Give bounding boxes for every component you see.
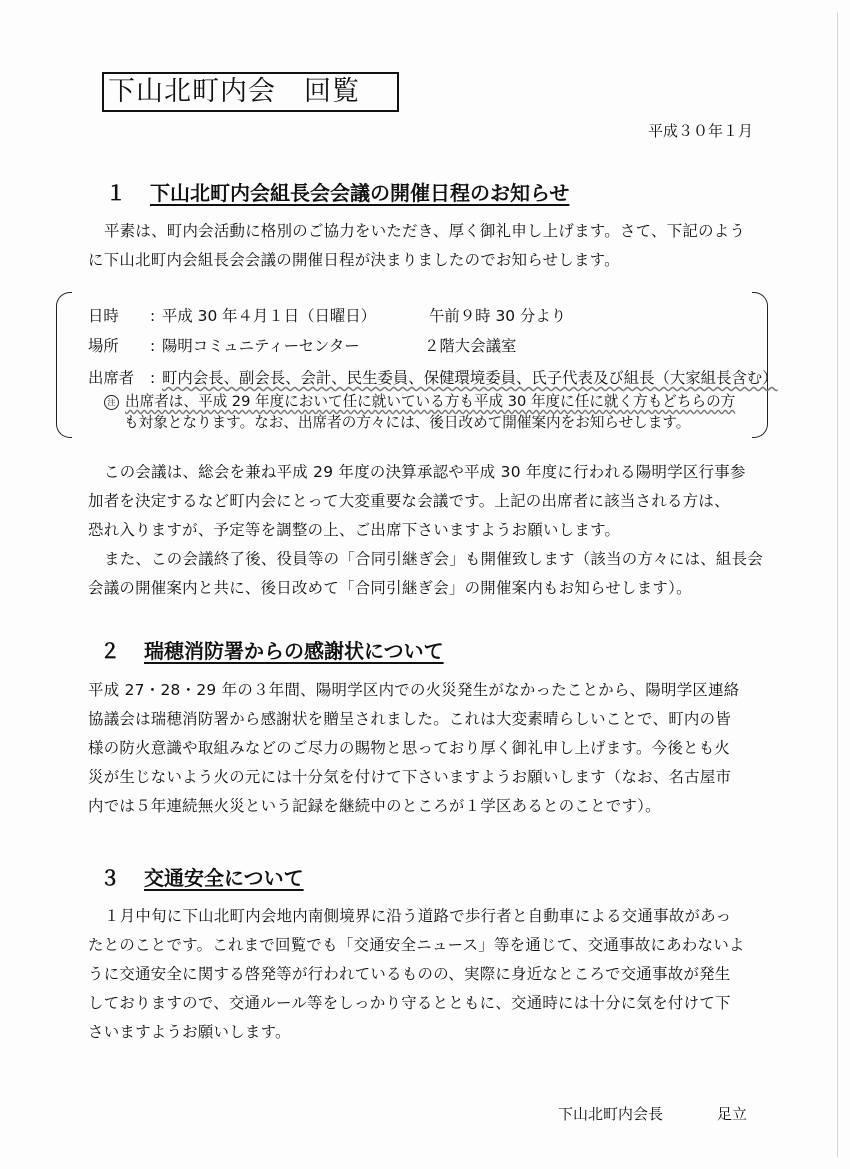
section-2-heading [100, 635, 444, 664]
paragraph-line: 協議会は瑞穂消防署から感謝状を贈呈されました。これは大変素晴らしいことで、町内の皆 [88, 710, 732, 728]
paragraph-line: 様の防火意識や取組みなどのご尽力の賜物と思っており厚く御礼申し上げます。今後とも火 [88, 739, 731, 757]
place-row: 場所 : 陽明コミュニティーセンター [88, 334, 360, 356]
page-edge [837, 12, 838, 1157]
place-label: 場所 [88, 337, 119, 355]
attendees-note-line2: も対象となります。なお、出席者の方々には、後日改めて開催案内をお知らせします。 [124, 414, 691, 431]
section-2-body [88, 676, 748, 821]
section-1-number: １ [106, 181, 126, 205]
paragraph-line: たとのことです。これまで回覧でも「交通安全ニュース」等を通じて、交通事故にあわないよ [88, 936, 745, 954]
attendees-value: 町内会長、副会長、会計、民生委員、保健環境委員、氏子代表及び組長（大家組長含む） [162, 369, 778, 387]
datetime-row: 日時 : 平成 30 年４月１日（日曜日） [88, 304, 376, 326]
paragraph-line: に下山北町内会組長会会議の開催日程が決まりましたのでお知らせします。 [88, 251, 620, 269]
section-2-title: 瑞穂消防署からの感謝状について [144, 639, 444, 663]
circular-title: 下山北町内会 回覧 [102, 72, 399, 112]
datetime-value: 平成 30 年４月１日（日曜日） [162, 307, 377, 325]
paragraph-line: 加者を決定するなど町内会にとって大変重要な会議です。上記の出席者に該当される方は、 [88, 492, 730, 510]
place-room: ２階大会議室 [424, 337, 517, 355]
paragraph-line: また、この会議終了後、役員等の「合同引継ぎ会」も開催致します（該当の方々には、組長会 [104, 550, 764, 568]
right-bracket [752, 292, 768, 438]
meeting-details-box [56, 292, 778, 438]
paragraph-line: 内では５年連続無火災という記録を継続中のところが１学区あるとのことです）。 [88, 797, 661, 815]
section-3-body [88, 902, 748, 1047]
paragraph-line: 会議の開催案内と共に、後日改めて「合同引継ぎ会」の開催案内もお知らせします）。 [88, 579, 692, 597]
section-1-heading [106, 177, 569, 206]
section-1-title: 下山北町内会組長会会議の開催日程のお知らせ [150, 181, 570, 205]
place-value: 陽明コミュニティーセンター [162, 337, 360, 355]
paragraph-line: １月中旬に下山北町内会地内南側境界に沿う道路で歩行者と自動車による交通事故があっ [104, 907, 732, 925]
left-bracket [56, 292, 72, 438]
note-line: 出席者は、平成 29 年度において任に就いている方も平成 30 年度に任に就く方もどちらの方 [125, 393, 736, 410]
datetime-time: 午前９時 30 分より [429, 307, 567, 325]
signer-title: 下山北町内会長 [558, 1105, 664, 1123]
section-2-number: ２ [100, 639, 120, 663]
paragraph-line: この会議は、総会を兼ね平成 29 年度の決算承認や平成 30 年度に行われる陽明学区行事参 [104, 463, 746, 481]
section-3-number: ３ [100, 866, 120, 890]
attendees-row: 出席者 : 町内会長、副会長、会計、民生委員、保健環境委員、氏子代表及び組長（大家組長含む） [88, 366, 778, 388]
section-1-intro [88, 217, 748, 275]
signer [558, 1103, 747, 1124]
paragraph-line: 災が生じないよう火の元には十分気を付けて下さいますようお願いします（なお、名古屋市 [88, 768, 732, 786]
note-icon: 注 [104, 395, 119, 410]
attendees-note [104, 392, 735, 412]
signer-name: 足立 [717, 1105, 748, 1123]
datetime-label: 日時 [88, 307, 119, 325]
paragraph-line: うに交通安全に関する啓発等が行われているものの、実際に身近なところで交通事故が発生 [88, 965, 731, 983]
paragraph-line: 平素は、町内会活動に格別のご協力をいただき、厚く御礼申し上げます。さて、下記のよう [104, 222, 746, 240]
attendees-label: 出席者 [88, 369, 135, 387]
paragraph-line: 恐れ入りますが、予定等を調整の上、ご出席下さいますようお願いします。 [88, 521, 621, 539]
section-3-title: 交通安全について [144, 866, 304, 890]
paragraph-line: 平成 27・28・29 年の３年間、陽明学区内での火災発生がなかったことから、陽明学区連絡 [88, 681, 740, 699]
issue-date: 平成３０年１月 [648, 122, 754, 140]
section-3-heading [100, 862, 304, 891]
paragraph-line: さいますようお願いします。 [88, 1023, 291, 1041]
section-1-body [88, 458, 764, 603]
paragraph-line: しておりますので、交通ルール等をしっかり守るとともに、交通時には十分に気を付けて下 [88, 994, 731, 1012]
